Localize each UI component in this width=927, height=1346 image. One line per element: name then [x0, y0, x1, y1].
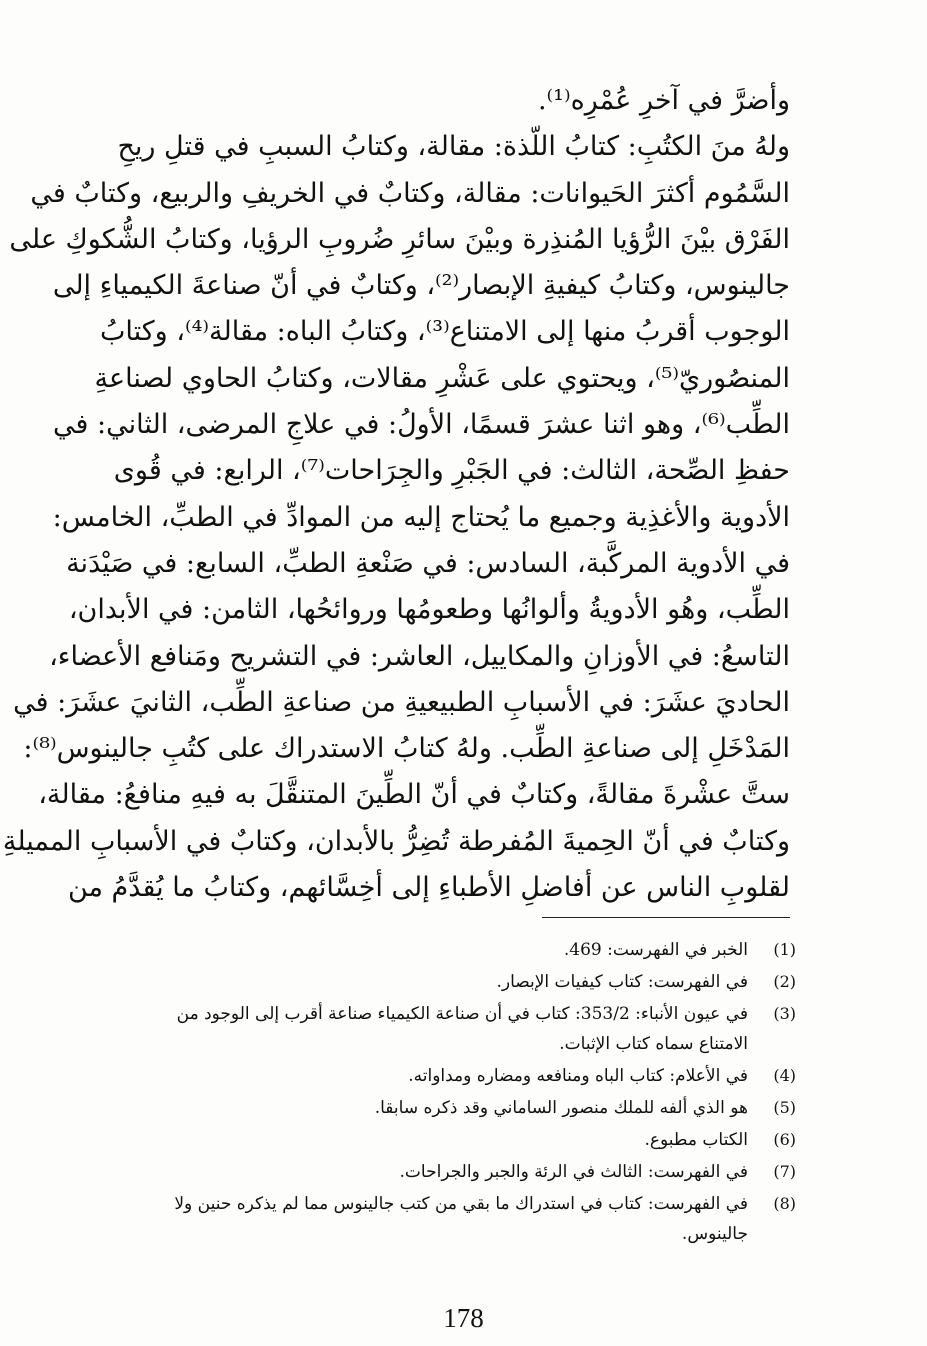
text-line: الأدوية والأغذِية وجميع ما يُحتاج إليه من الموادِّ في الطبِّ، الخامس:: [52, 501, 790, 533]
footnote-line: الخبر في الفهرست: 469.: [563, 940, 748, 960]
footnote-text: [44, 1093, 748, 1123]
text-line: الوجوب أقربُ منها إلى الامتناع⁽³⁾، وكتابُ الباه: مقالة⁽⁴⁾، وكتابُ: [99, 316, 790, 348]
footnote-text: [44, 1061, 748, 1091]
text-line: السَّمُوم أكثرَ الحَيوانات: مقالة، وكتابٌ في الخريفِ والربيع، وكتابٌ في: [30, 177, 790, 209]
footnote-4: [44, 1061, 796, 1091]
footnote-text: [44, 967, 748, 997]
footnote-line: في الفهرست: كتاب كيفيات الإبصار.: [496, 972, 748, 992]
text-line: الطِّب⁽⁶⁾، وهو اثنا عشرَ قسمًا، الأولُ: في علاجِ المرضى، الثاني: في: [52, 409, 790, 441]
text-line: المَدْخَلِ إلى صناعةِ الطِّب. ولهُ كتابُ الاستدراك على كتُبِ جالينوس⁽⁸⁾:: [23, 733, 790, 765]
footnote-text: [44, 1189, 748, 1249]
text-line: ستَّ عشْرةَ مقالةً، وكتابٌ في أنّ الطِّينَ المتنقَّلَ به فيهِ منافعُ: مقالة،: [38, 779, 790, 811]
footnote-8: [44, 1189, 796, 1249]
footnote-number: (3): [773, 1004, 796, 1023]
footnote-2: [44, 967, 796, 997]
footnote-number: (2): [773, 972, 796, 991]
footnote-line: في الفهرست: الثالث في الرئة والجبر والجراحات.: [399, 1162, 748, 1182]
footnote-number: (1): [773, 940, 796, 959]
footnote-1: [44, 935, 796, 965]
page-number: 178: [443, 1303, 484, 1333]
footnote-number: (7): [773, 1162, 796, 1181]
footnote-number: (5): [773, 1098, 796, 1117]
footnote-number: (6): [773, 1130, 796, 1149]
footnote-number: (4): [773, 1066, 796, 1085]
footnote-separator: [542, 917, 790, 918]
text-line: الطِّب، وهُو الأدويةُ وألوانُها وطعومُها وروائحُها، الثامن: في الأبدان،: [68, 594, 790, 626]
footnote-line: جالينوس.: [681, 1224, 748, 1244]
footnotes-list: [44, 935, 796, 1251]
text-line: ولهُ منَ الكتُبِ: كتابُ اللّذة: مقالة، وكتابُ السببِ في قتلِ ريحِ: [117, 131, 790, 163]
footnote-7: [44, 1157, 796, 1187]
text-line: المنصُوريّ⁽⁵⁾، ويحتوي على عَشْرِ مقالات، وكتابُ الحاوي لصناعةِ: [94, 362, 790, 394]
footnote-line: في عيون الأنباء: 353/2: كتاب في أن صناعة الكيمياء صناعة أقرب إلى الوجود من: [176, 1004, 748, 1024]
footnote-text: [44, 1125, 748, 1155]
footnote-6: [44, 1125, 796, 1155]
text-line: وكتابٌ في أنّ الحِميةَ المُفرطة تُضِرُّ بالأبدان، وكتابٌ في الأسبابِ المميلةِ: [2, 825, 790, 857]
footnote-line: في الأعلام: كتاب الباه ومنافعه ومضاره ومداواته.: [408, 1066, 748, 1086]
main-text-block: [2, 78, 790, 911]
footnote-line: الامتناع سماه كتاب الإثبات.: [559, 1034, 748, 1054]
footnote-line: في الفهرست: كتاب في استدراك ما بقي من كتب جالينوس مما لم يذكره حنين ولا: [174, 1194, 748, 1214]
footnote-line: الكتاب مطبوع.: [644, 1130, 748, 1150]
text-line: حفظِ الصِّحة، الثالث: في الجَبْرِ والجِرَاحات⁽⁷⁾، الرابع: في قُوى: [113, 455, 790, 487]
footnote-text: [44, 935, 748, 965]
text-line: الفَرْق بيْنَ الرُّؤيا المُنذِرة وبيْنَ سائرِ ضُروبِ الرؤيا، وكتابُ الشُّكوكِ على: [9, 223, 790, 255]
footnote-text: [44, 999, 748, 1059]
text-line: وأضرَّ في آخرِ عُمْرِه⁽¹⁾.: [537, 85, 790, 116]
footnote-5: [44, 1093, 796, 1123]
text-line: جالينوس، وكتابُ كيفيةِ الإبصار⁽²⁾، وكتابٌ في أنّ صناعةَ الكيمياءِ إلى: [52, 270, 790, 302]
footnote-3: [44, 999, 796, 1059]
text-line: لقلوبِ الناس عن أفاضلِ الأطباءِ إلى أخِسَّائهم، وكتابُ ما يُقدَّمُ من: [67, 872, 790, 904]
text-line: في الأدوية المركَّبة، السادس: في صَنْعةِ الطبِّ، السابع: في صَيْدَنة: [66, 547, 790, 579]
footnote-line: هو الذي ألفه للملك منصور الساماني وقد ذكره سابقا.: [374, 1098, 748, 1118]
footnote-number: (8): [773, 1194, 796, 1213]
footnote-text: [44, 1157, 748, 1187]
text-line: الحاديَ عشَرَ: في الأسبابِ الطبيعيةِ من صناعةِ الطِّب، الثانيَ عشَرَ: في: [13, 686, 790, 718]
text-line: التاسعُ: في الأوزانِ والمكاييل، العاشر: في التشريح ومَنافع الأعضاء،: [49, 640, 790, 672]
